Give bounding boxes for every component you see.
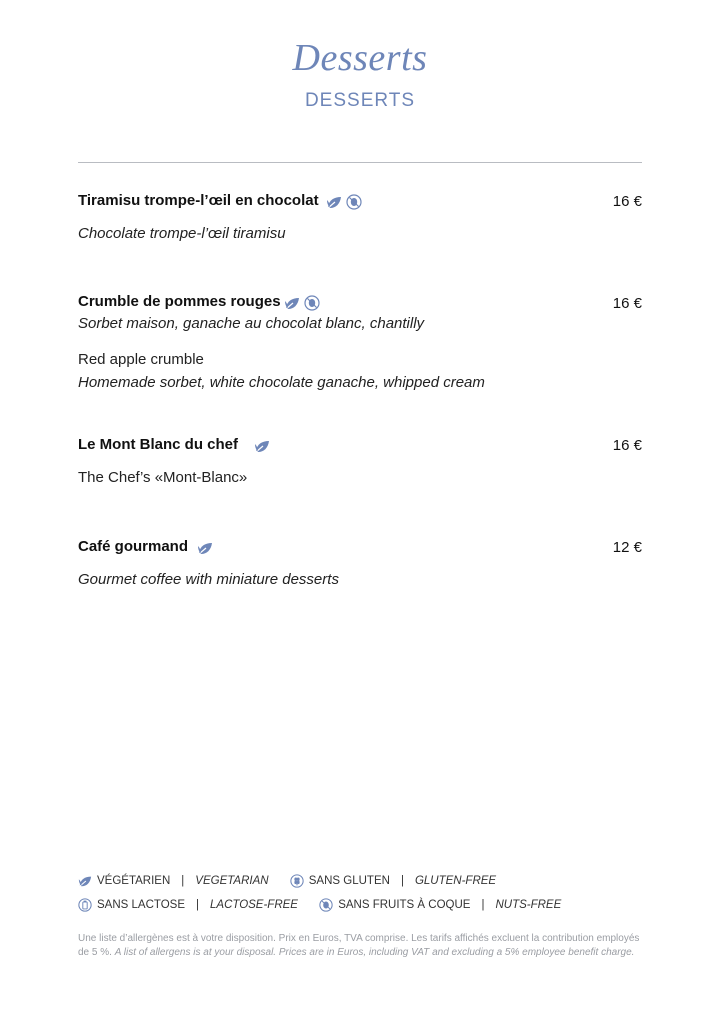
dish-icons — [254, 438, 270, 454]
legend-lactose-en: LACTOSE-FREE — [210, 899, 298, 911]
legend-gluten-fr: SANS GLUTEN — [308, 875, 390, 887]
dish-english-description: Gourmet coffee with miniature desserts — [78, 571, 339, 588]
legend-lactose-fr: SANS LACTOSE — [97, 899, 185, 911]
dish-french-description: Sorbet maison, ganache au chocolat blanc, chantilly — [78, 315, 425, 332]
dish-name: Le Mont Blanc du chef — [78, 436, 239, 453]
dish-english-name: Red apple crumble — [78, 351, 204, 368]
lactose-free-icon — [78, 898, 92, 912]
gluten-free-icon — [290, 874, 304, 888]
footnote-en: A list of allergens is at your disposal. Prices are in Euros, including VAT and excluding a 5% employee benefit charge. — [114, 947, 635, 958]
footnote-fr: Une liste d’allergènes est à votre disposition. Prix en Euros, TVA comprise. Les tarifs affichés excluent la contribution employés de 5 %. — [78, 933, 640, 958]
vegetarian-icon — [284, 295, 300, 311]
dish-price: 16 € — [612, 437, 642, 454]
dish-name: Café gourmand — [78, 538, 189, 555]
legend-nuts-en: NUTS-FREE — [495, 899, 562, 911]
dish-name: Tiramisu trompe-l’œil en chocolat — [78, 192, 319, 209]
dish-price: 16 € — [612, 193, 642, 210]
legend-vegetarian-fr: VÉGÉTARIEN — [97, 875, 171, 887]
dish-name: Crumble de pommes rouges — [78, 293, 281, 310]
legend-row-1 — [78, 874, 496, 891]
dish-english-name: The Chef’s «Mont-Blanc» — [78, 469, 248, 486]
dish-icons — [197, 540, 213, 556]
dish-price: 16 € — [612, 295, 642, 312]
dish-price: 12 € — [612, 539, 642, 556]
nuts-free-icon — [346, 194, 362, 210]
divider — [78, 162, 642, 163]
legend-vegetarian-en: VEGETARIAN — [195, 875, 269, 887]
dish-english-description: Chocolate trompe-l’œil tiramisu — [78, 225, 286, 242]
menu-title-script: Desserts — [292, 37, 428, 79]
legend-nuts-fr: SANS FRUITS À COQUE — [338, 899, 471, 911]
dish-icons — [284, 295, 320, 311]
nuts-free-icon — [319, 898, 333, 912]
legend-row-2 — [78, 898, 561, 915]
dish-english-description: Homemade sorbet, white chocolate ganache, whipped cream — [78, 374, 485, 391]
menu-title-caps: DESSERTS — [304, 90, 416, 111]
vegetarian-icon — [78, 874, 92, 888]
legend-separator: | — [400, 875, 404, 887]
dish-icons — [326, 194, 362, 210]
vegetarian-icon — [254, 438, 270, 454]
allergen-footnote — [78, 932, 642, 960]
legend-separator: | — [481, 899, 485, 911]
nuts-free-icon — [304, 295, 320, 311]
vegetarian-icon — [326, 194, 342, 210]
legend-gluten-en: GLUTEN-FREE — [414, 875, 497, 887]
legend-separator: | — [181, 875, 185, 887]
vegetarian-icon — [197, 540, 213, 556]
legend-separator: | — [196, 899, 199, 911]
